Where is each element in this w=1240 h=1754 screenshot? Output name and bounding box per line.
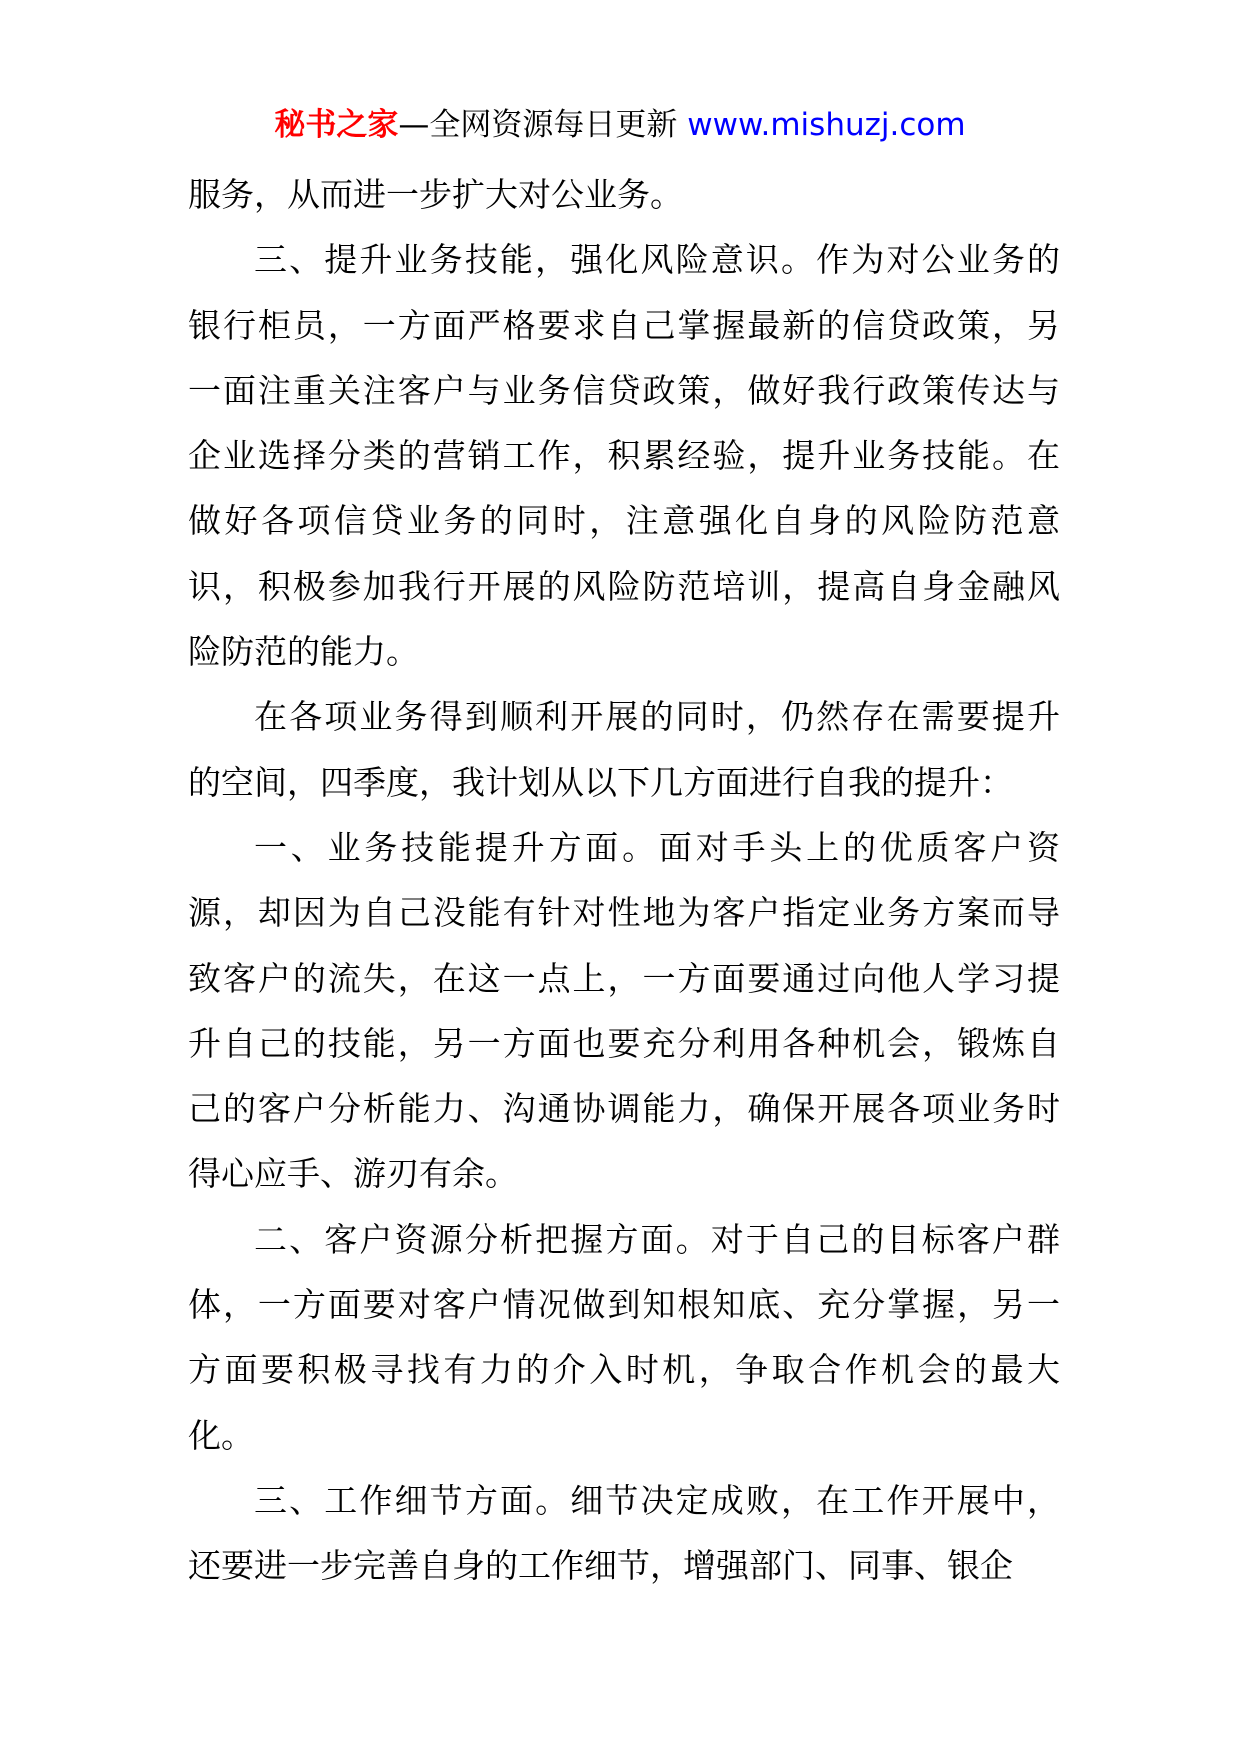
paragraph-line: 三、工作细节方面。细节决定成败，在工作开展中， — [254, 1480, 1060, 1520]
paragraph-line: 的空间，四季度，我计划从以下几方面进行自我的提升： — [188, 762, 1013, 802]
paragraph-line: 源，却因为自己没能有针对性地为客户指定业务方案而导 — [188, 893, 1060, 933]
paragraph-line: 服务，从而进一步扩大对公业务。 — [188, 175, 683, 214]
header-brand: 秘书之家 — [274, 107, 399, 143]
page-header — [0, 103, 1240, 147]
paragraph-line: 识，积极参加我行开展的风险防范培训，提高自身金融风 — [188, 566, 1060, 606]
paragraph-line: 致客户的流失，在这一点上，一方面要通过向他人学习提 — [188, 958, 1060, 998]
paragraph-line: 险防范的能力。 — [188, 632, 419, 672]
paragraph-line: 己的客户分析能力、沟通协调能力，确保开展各项业务时 — [188, 1089, 1060, 1129]
header-url-link[interactable]: www.mishuzj.com — [687, 107, 966, 143]
document-body — [188, 162, 1060, 1599]
paragraph-line: 在各项业务得到顺利开展的同时，仍然存在需要提升 — [254, 697, 1060, 737]
paragraph-line: 一面注重关注客户与业务信贷政策，做好我行政策传达与 — [188, 370, 1060, 410]
paragraph-line: 一、业务技能提升方面。面对手头上的优质客户资 — [254, 827, 1060, 867]
paragraph-line: 还要进一步完善自身的工作细节，增强部门、同事、银企 — [188, 1546, 1013, 1586]
paragraph-line: 化。 — [188, 1415, 254, 1455]
paragraph-line: 二、客户资源分析把握方面。对于自己的目标客户群 — [254, 1219, 1060, 1259]
paragraph-line: 得心应手、游刃有余。 — [188, 1154, 518, 1194]
paragraph-line: 方面要积极寻找有力的介入时机，争取合作机会的最大 — [188, 1350, 1060, 1390]
paragraph-line: 三、提升业务技能，强化风险意识。作为对公业务的 — [254, 240, 1060, 280]
paragraph-line: 做好各项信贷业务的同时，注意强化自身的风险防范意 — [188, 501, 1060, 541]
paragraph-line: 银行柜员，一方面严格要求自己掌握最新的信贷政策，另 — [188, 305, 1060, 345]
paragraph-line: 企业选择分类的营销工作，积累经验，提升业务技能。在 — [188, 436, 1060, 476]
paragraph-line: 升自己的技能，另一方面也要充分利用各种机会，锻炼自 — [188, 1023, 1060, 1063]
header-slogan: —全网资源每日更新 — [398, 107, 678, 143]
paragraph-line: 体，一方面要对客户情况做到知根知底、充分掌握，另一 — [188, 1285, 1060, 1325]
